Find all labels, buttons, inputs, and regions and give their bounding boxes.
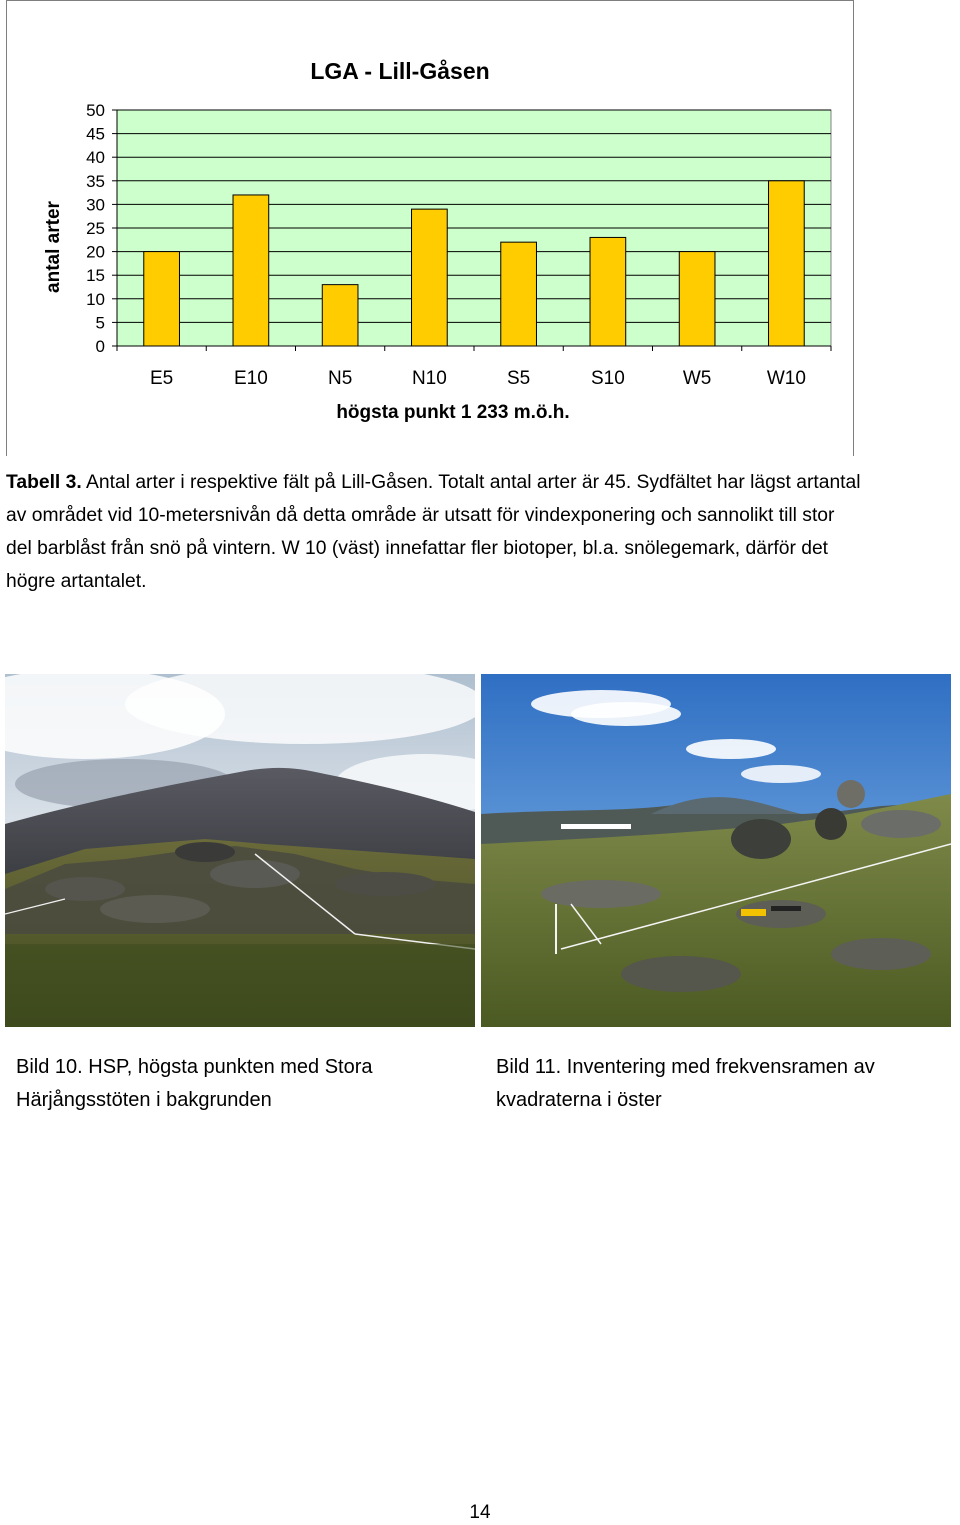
y-tick-label: 15	[86, 266, 105, 286]
photo-caption-1-line-2: Härjångsstöten i bakgrunden	[16, 1089, 272, 1111]
bar-s10	[590, 237, 626, 346]
chart-title: LGA - Lill-Gåsen	[310, 58, 490, 84]
x-category-label: N10	[411, 368, 447, 389]
photo-2-image	[481, 674, 951, 1027]
bar-s5	[501, 242, 537, 346]
y-tick-label: 35	[86, 171, 105, 191]
y-tick-label: 5	[95, 313, 105, 333]
y-tick-label: 0	[95, 337, 105, 356]
bar-chart	[7, 1, 855, 457]
x-axis-title: högsta punkt 1 233 m.ö.h.	[336, 402, 570, 423]
chart-frame	[6, 0, 854, 456]
photo-caption-1-line-1: Bild 10. HSP, högsta punkten med Stora	[16, 1056, 373, 1078]
x-category-label: W5	[682, 368, 712, 389]
caption-text-1: Antal arter i respektive fält på Lill-Gåsen. Totalt antal arter är 45. Sydfältet har lägst artantal	[86, 472, 861, 493]
x-category-label: E5	[150, 368, 174, 389]
bar-e5	[144, 252, 180, 346]
y-tick-label: 20	[86, 242, 105, 262]
y-tick-label: 40	[86, 148, 105, 168]
y-tick-label: 30	[86, 195, 105, 215]
x-category-label: S10	[590, 368, 625, 389]
caption-line-2: av området vid 10-metersnivån då detta område är utsatt för vindexponering och sannolikt till stor	[6, 505, 835, 526]
x-ticks	[117, 346, 831, 389]
bar-e10	[233, 195, 269, 346]
photo-1-image	[5, 674, 475, 1027]
photo-inventory-frame	[481, 674, 951, 1027]
caption-line-3: del barblåst från snö på vintern. W 10 (väst) innefattar fler biotoper, bl.a. snölegemark, därför det	[6, 538, 829, 559]
x-category-label: W10	[766, 368, 806, 389]
y-tick-label: 10	[86, 289, 105, 309]
bar-n5	[322, 285, 358, 346]
photo-caption-1	[16, 1051, 456, 1117]
x-category-label: S5	[507, 368, 531, 389]
x-category-label: N5	[327, 368, 353, 389]
bar-w10	[769, 181, 805, 346]
photo-caption-2-line-1: Bild 11. Inventering med frekvensramen av	[496, 1056, 875, 1078]
x-category-label: E10	[233, 368, 268, 389]
page-number: 14	[469, 1502, 491, 1523]
photo-caption-2	[496, 1051, 946, 1117]
caption-label: Tabell 3.	[6, 472, 82, 493]
photo-caption-2-line-2: kvadraterna i öster	[496, 1089, 662, 1111]
table-caption	[6, 466, 960, 598]
bar-w5	[679, 252, 715, 346]
y-tick-label: 50	[86, 101, 105, 120]
caption-line-1	[6, 466, 960, 499]
y-ticks	[86, 101, 117, 356]
caption-line-4: högre artantalet.	[6, 571, 147, 592]
y-axis-title: antal arter	[43, 201, 64, 293]
y-tick-label: 45	[86, 124, 105, 144]
bar-n10	[412, 209, 448, 346]
y-tick-label: 25	[86, 219, 105, 238]
photo-mountain-summit	[5, 674, 475, 1027]
